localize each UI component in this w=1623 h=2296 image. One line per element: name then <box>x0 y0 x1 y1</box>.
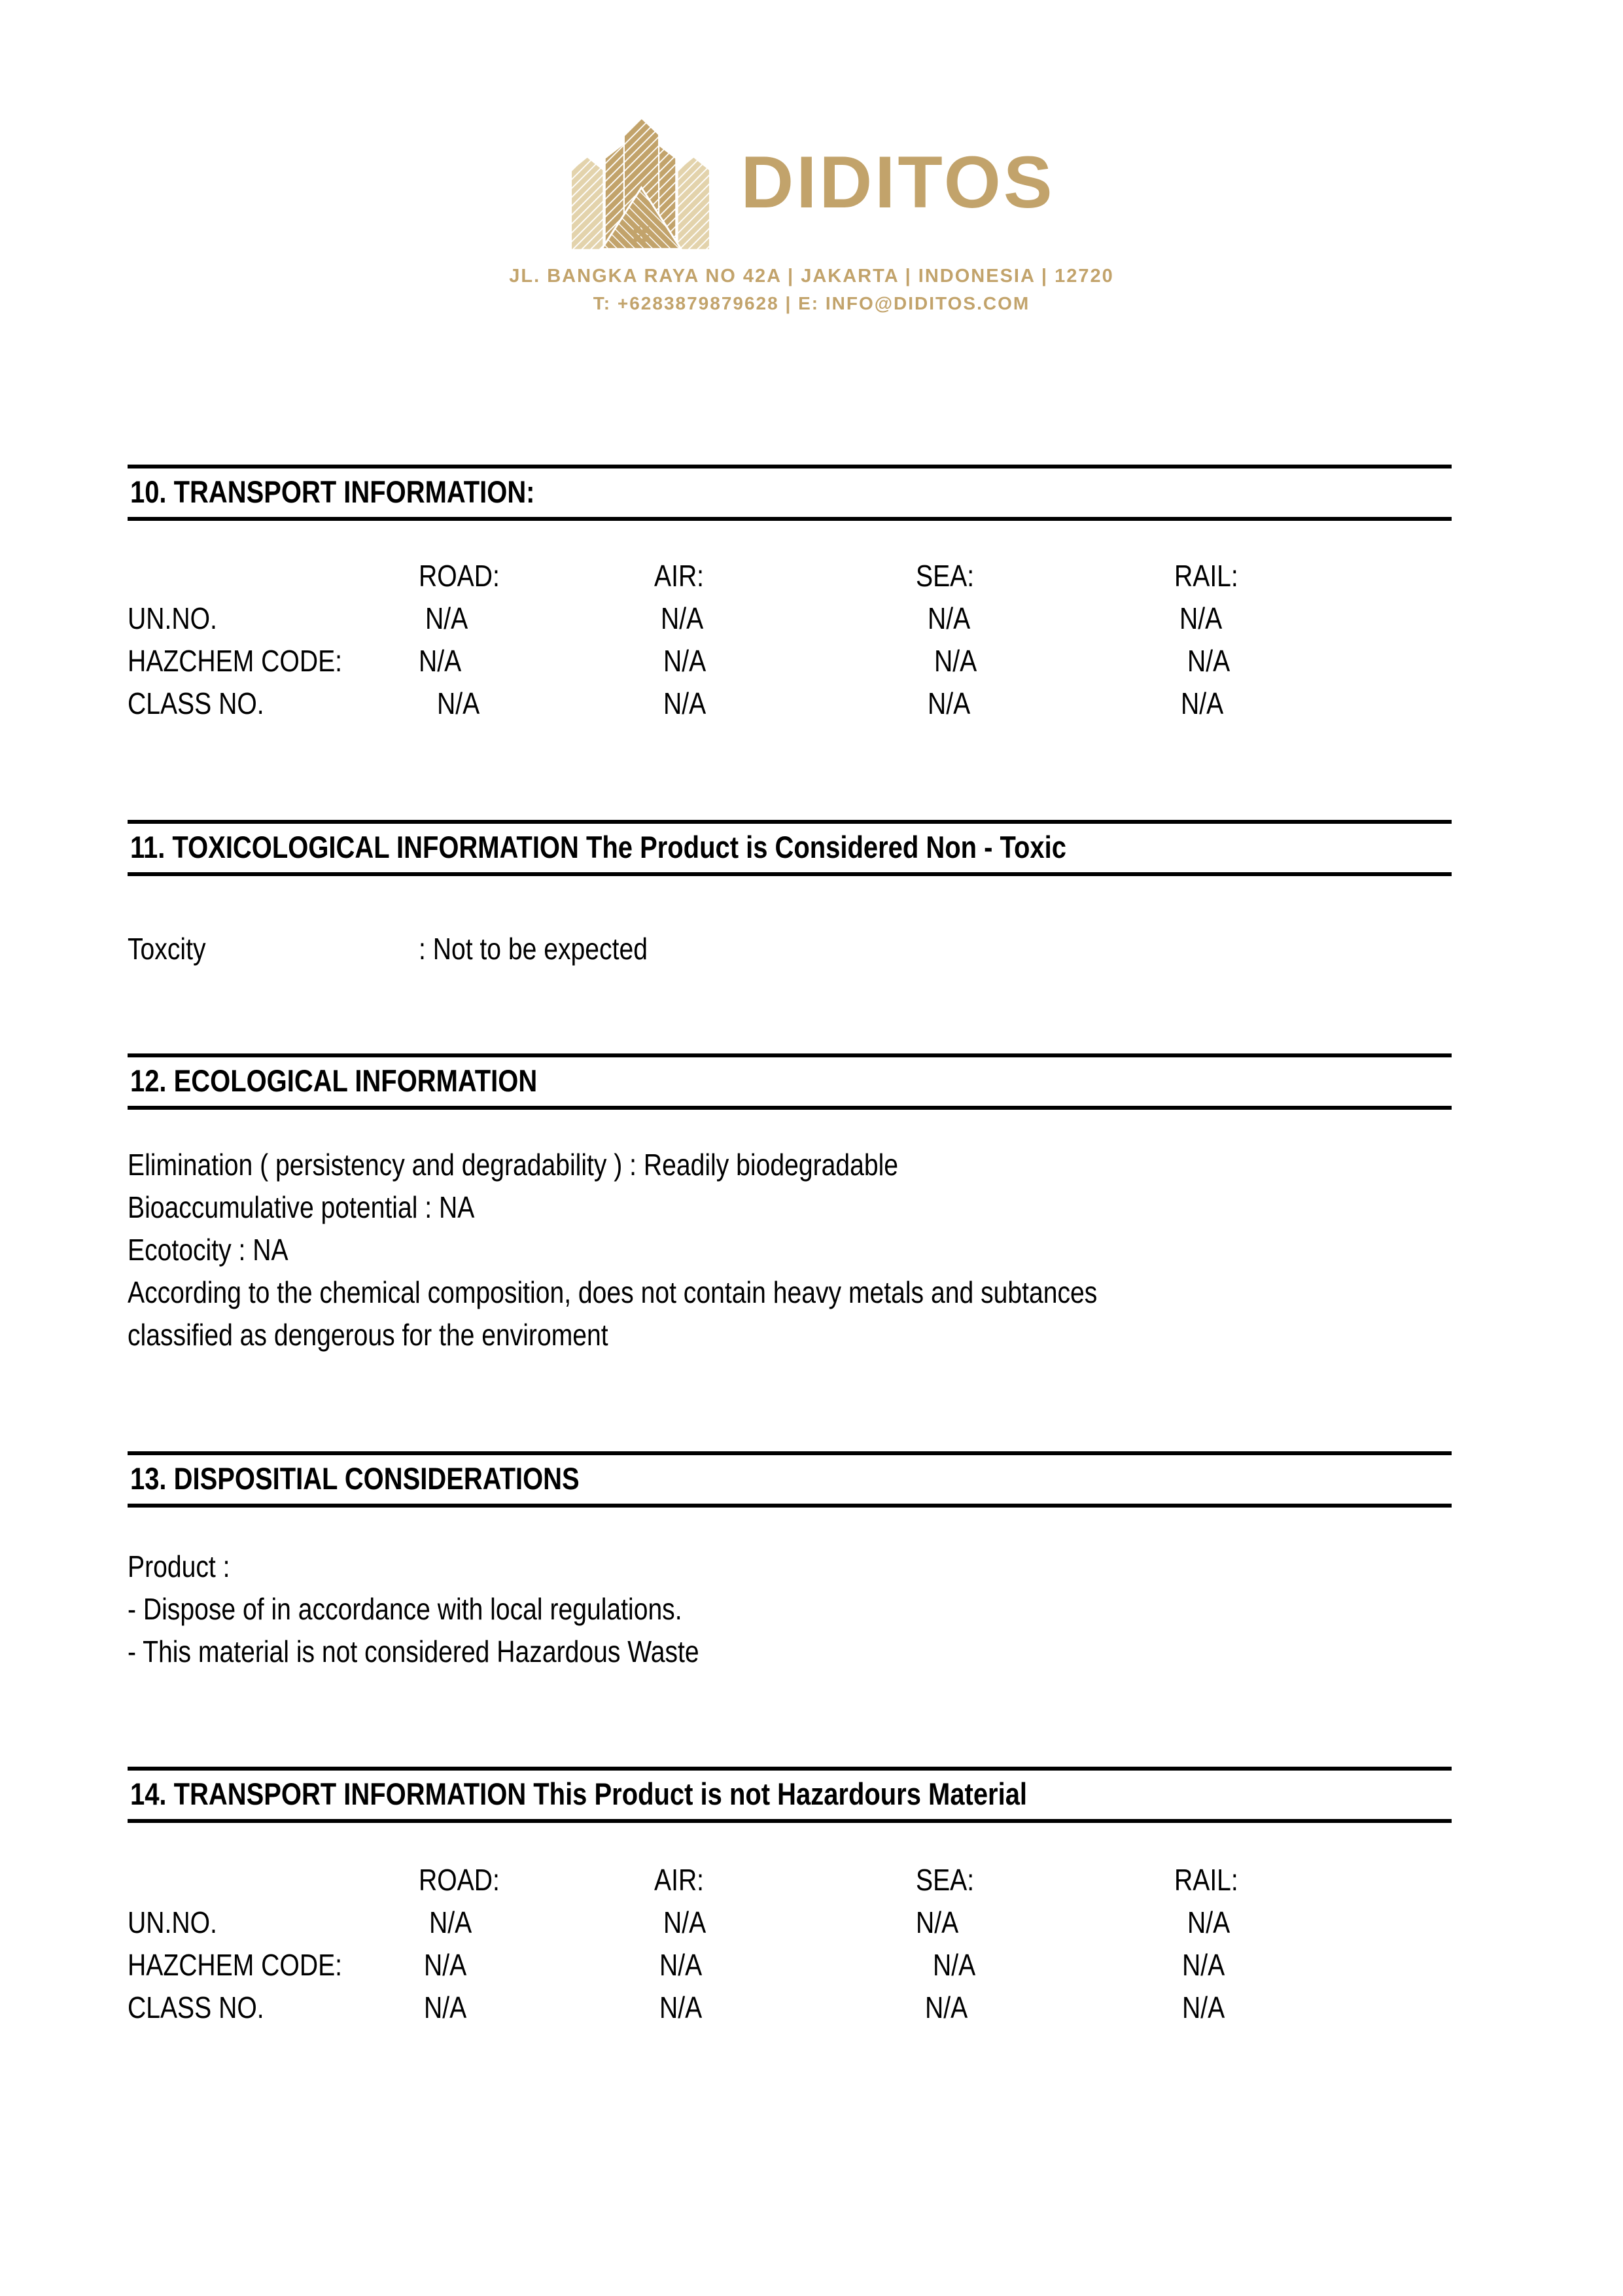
eco-line <box>128 1271 1501 1314</box>
table14-row-label: CLASS NO. <box>128 1990 264 2024</box>
table10-cell: N/A <box>663 644 707 678</box>
section-13-title: 13. DISPOSITIAL CONSIDERATIONS <box>130 1461 580 1496</box>
table10-cell: N/A <box>928 686 971 720</box>
table10-cell: N/A <box>663 686 707 720</box>
table14-cell: N/A <box>925 1990 968 2024</box>
disposal-line <box>128 1631 1501 1673</box>
toxicity-line <box>128 928 1501 970</box>
disposal-line-text: - Dispose of in accordance with local regulations. <box>128 1592 682 1626</box>
table10-col-road: ROAD: <box>419 559 500 593</box>
section-10-title: 10. TRANSPORT INFORMATION: <box>130 474 535 509</box>
table10-cell: N/A <box>934 644 977 678</box>
section-12-title: 12. ECOLOGICAL INFORMATION <box>130 1063 538 1098</box>
table10-col-air: AIR: <box>654 559 705 593</box>
city-buildings-icon <box>568 111 713 254</box>
table14-corner <box>128 1860 419 1903</box>
table14-col-air: AIR: <box>654 1863 705 1897</box>
section-11-heading <box>128 820 1452 876</box>
table10-cell: N/A <box>419 644 462 678</box>
eco-line-text: Elimination ( persistency and degradability ) : Readily biodegradable <box>128 1148 899 1182</box>
table14-cell: N/A <box>424 1990 467 2024</box>
table14-row-label: HAZCHEM CODE: <box>128 1948 343 1982</box>
table14-cell: N/A <box>424 1948 467 1982</box>
transport-table-10 <box>128 556 1436 726</box>
section-12-body <box>128 1144 1501 1356</box>
table10-cell: N/A <box>425 601 468 635</box>
section-10-heading <box>128 465 1452 521</box>
eco-line-text: Bioaccumulative potential : NA <box>128 1190 475 1224</box>
eco-line-text: According to the chemical composition, does not contain heavy metals and subtances <box>128 1275 1098 1309</box>
table14-cell: N/A <box>1182 1948 1225 1982</box>
toxicity-label: Toxcity <box>128 932 206 966</box>
table14-col-road: ROAD: <box>419 1863 500 1897</box>
eco-line <box>128 1144 1501 1186</box>
table10-cell: N/A <box>437 686 480 720</box>
brand-wordmark: DIDITOS <box>741 141 1055 223</box>
brand-address-line1: JL. BANGKA RAYA NO 42A | JAKARTA | INDONESIA | 12720 <box>509 266 1114 287</box>
eco-line <box>128 1314 1501 1356</box>
table10-cell: N/A <box>1181 686 1224 720</box>
toxicity-value: : Not to be expected <box>419 932 648 966</box>
section-12-heading <box>128 1053 1452 1110</box>
eco-line-text: classified as dengerous for the enviroment <box>128 1318 608 1352</box>
table14-cell: N/A <box>659 1990 703 2024</box>
table14-row-label: UN.NO. <box>128 1905 217 1939</box>
table14-col-rail: RAIL: <box>1174 1863 1238 1897</box>
table14-cell: N/A <box>663 1905 707 1939</box>
table14-cell: N/A <box>916 1905 959 1939</box>
table14-cell: N/A <box>1182 1990 1225 2024</box>
company-header <box>0 111 1623 317</box>
table10-cell: N/A <box>1187 644 1230 678</box>
section-11-body <box>128 928 1501 970</box>
table10-cell: N/A <box>1179 601 1223 635</box>
logo-row <box>568 111 1055 254</box>
disposal-line <box>128 1545 1501 1588</box>
eco-line-text: Ecotocity : NA <box>128 1233 288 1267</box>
eco-line <box>128 1229 1501 1271</box>
table10-cell: N/A <box>661 601 704 635</box>
table14-cell: N/A <box>1187 1905 1230 1939</box>
disposal-line-text: Product : <box>128 1549 230 1583</box>
table14-cell: N/A <box>933 1948 976 1982</box>
section-14-title: 14. TRANSPORT INFORMATION This Product is not Hazardours Material <box>130 1776 1028 1811</box>
brand-address-line2: T: +6283879879628 | E: INFO@DIDITOS.COM <box>593 293 1030 313</box>
table10-row-label: CLASS NO. <box>128 686 264 720</box>
table10-cell: N/A <box>928 601 971 635</box>
section-13-body <box>128 1545 1501 1673</box>
table10-col-rail: RAIL: <box>1174 559 1238 593</box>
eco-line <box>128 1186 1501 1229</box>
table10-col-sea: SEA: <box>916 559 975 593</box>
transport-table-14 <box>128 1860 1436 2030</box>
table10-row-label: UN.NO. <box>128 601 217 635</box>
table14-cell: N/A <box>659 1948 703 1982</box>
table14-col-sea: SEA: <box>916 1863 975 1897</box>
table14-cell: N/A <box>429 1905 472 1939</box>
section-14-heading <box>128 1767 1452 1823</box>
disposal-line-text: - This material is not considered Hazardous Waste <box>128 1634 699 1669</box>
table10-corner <box>128 556 419 599</box>
section-13-heading <box>128 1451 1452 1508</box>
disposal-line <box>128 1588 1501 1631</box>
table10-row-label: HAZCHEM CODE: <box>128 644 343 678</box>
section-11-title: 11. TOXICOLOGICAL INFORMATION The Product is Considered Non - Toxic <box>130 830 1066 864</box>
